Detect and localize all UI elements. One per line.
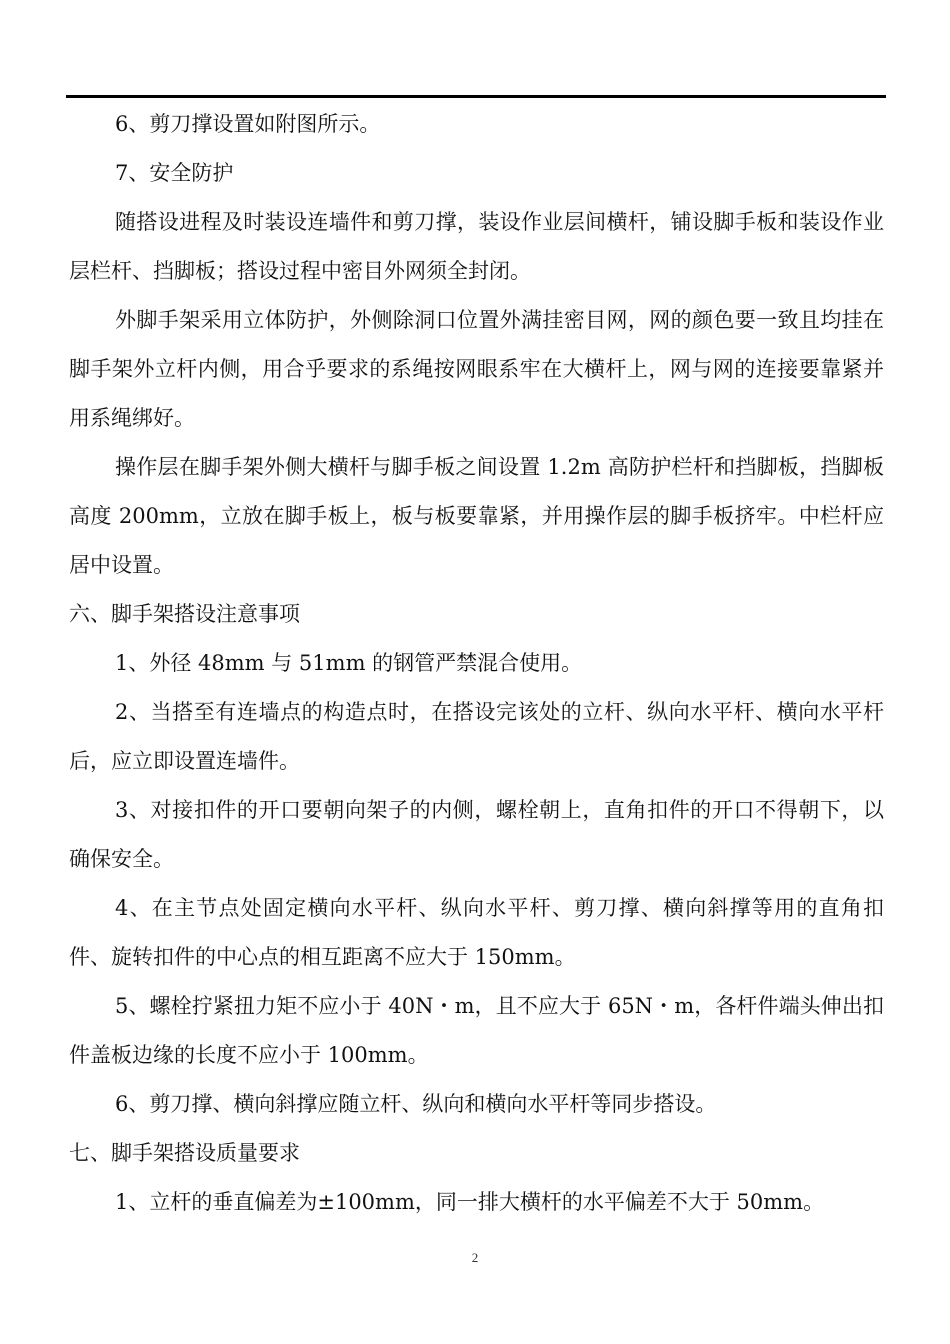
list-item-precaution-2: 2、当搭至有连墙点的构造点时，在搭设完该处的立杆、纵向水平杆、横向水平杆后，应立即设置连墙件。: [69, 700, 884, 773]
list-item-precaution-4: 4、在主节点处固定横向水平杆、纵向水平杆、剪刀撑、横向斜撑等用的直角扣件、旋转扣件的中心点的相互距离不应大于 150mm。: [69, 896, 884, 969]
paragraph-safety-protection-title: 7、安全防护: [115, 161, 234, 185]
list-item-quality-1: 1、立杆的垂直偏差为±100mm，同一排大横杆的水平偏差不大于 50mm。: [115, 1190, 825, 1214]
paragraph-scissor-brace-note: 6、剪刀撑设置如附图所示。: [115, 112, 381, 136]
section-heading-precautions: 六、脚手架搭设注意事项: [69, 602, 300, 626]
paragraph-safety-protection-2: 外脚手架采用立体防护，外侧除洞口位置外满挂密目网，网的颜色要一致且均挂在脚手架外立杆内侧，用合乎要求的系绳按网眼系牢在大横杆上，网与网的连接要靠紧并用系绳绑好。: [69, 308, 884, 430]
paragraph-safety-protection-1: 随搭设进程及时装设连墙件和剪刀撑，装设作业层间横杆，铺设脚手板和装设作业层栏杆、挡脚板；搭设过程中密目外网须全封闭。: [69, 210, 884, 283]
list-item-precaution-6: 6、剪刀撑、横向斜撑应随立杆、纵向和横向水平杆等同步搭设。: [115, 1092, 717, 1116]
header-rule: [66, 95, 886, 98]
list-item-precaution-5: 5、螺栓拧紧扭力矩不应小于 40N・m，且不应大于 65N・m，各杆件端头伸出扣件盖板边缘的长度不应小于 100mm。: [69, 994, 884, 1067]
list-item-precaution-1: 1、外径 48mm 与 51mm 的钢管严禁混合使用。: [115, 651, 583, 675]
paragraph-safety-protection-3: 操作层在脚手架外侧大横杆与脚手板之间设置 1.2m 高防护栏杆和挡脚板，挡脚板高度 200mm，立放在脚手板上，板与板要靠紧，并用操作层的脚手板挤牢。中栏杆应居中设置。: [69, 455, 884, 577]
section-heading-quality: 七、脚手架搭设质量要求: [69, 1141, 300, 1165]
page-number: 2: [471, 1250, 479, 1265]
list-item-precaution-3: 3、对接扣件的开口要朝向架子的内侧，螺栓朝上，直角扣件的开口不得朝下，以确保安全。: [69, 798, 884, 871]
document-body: [69, 100, 884, 1227]
